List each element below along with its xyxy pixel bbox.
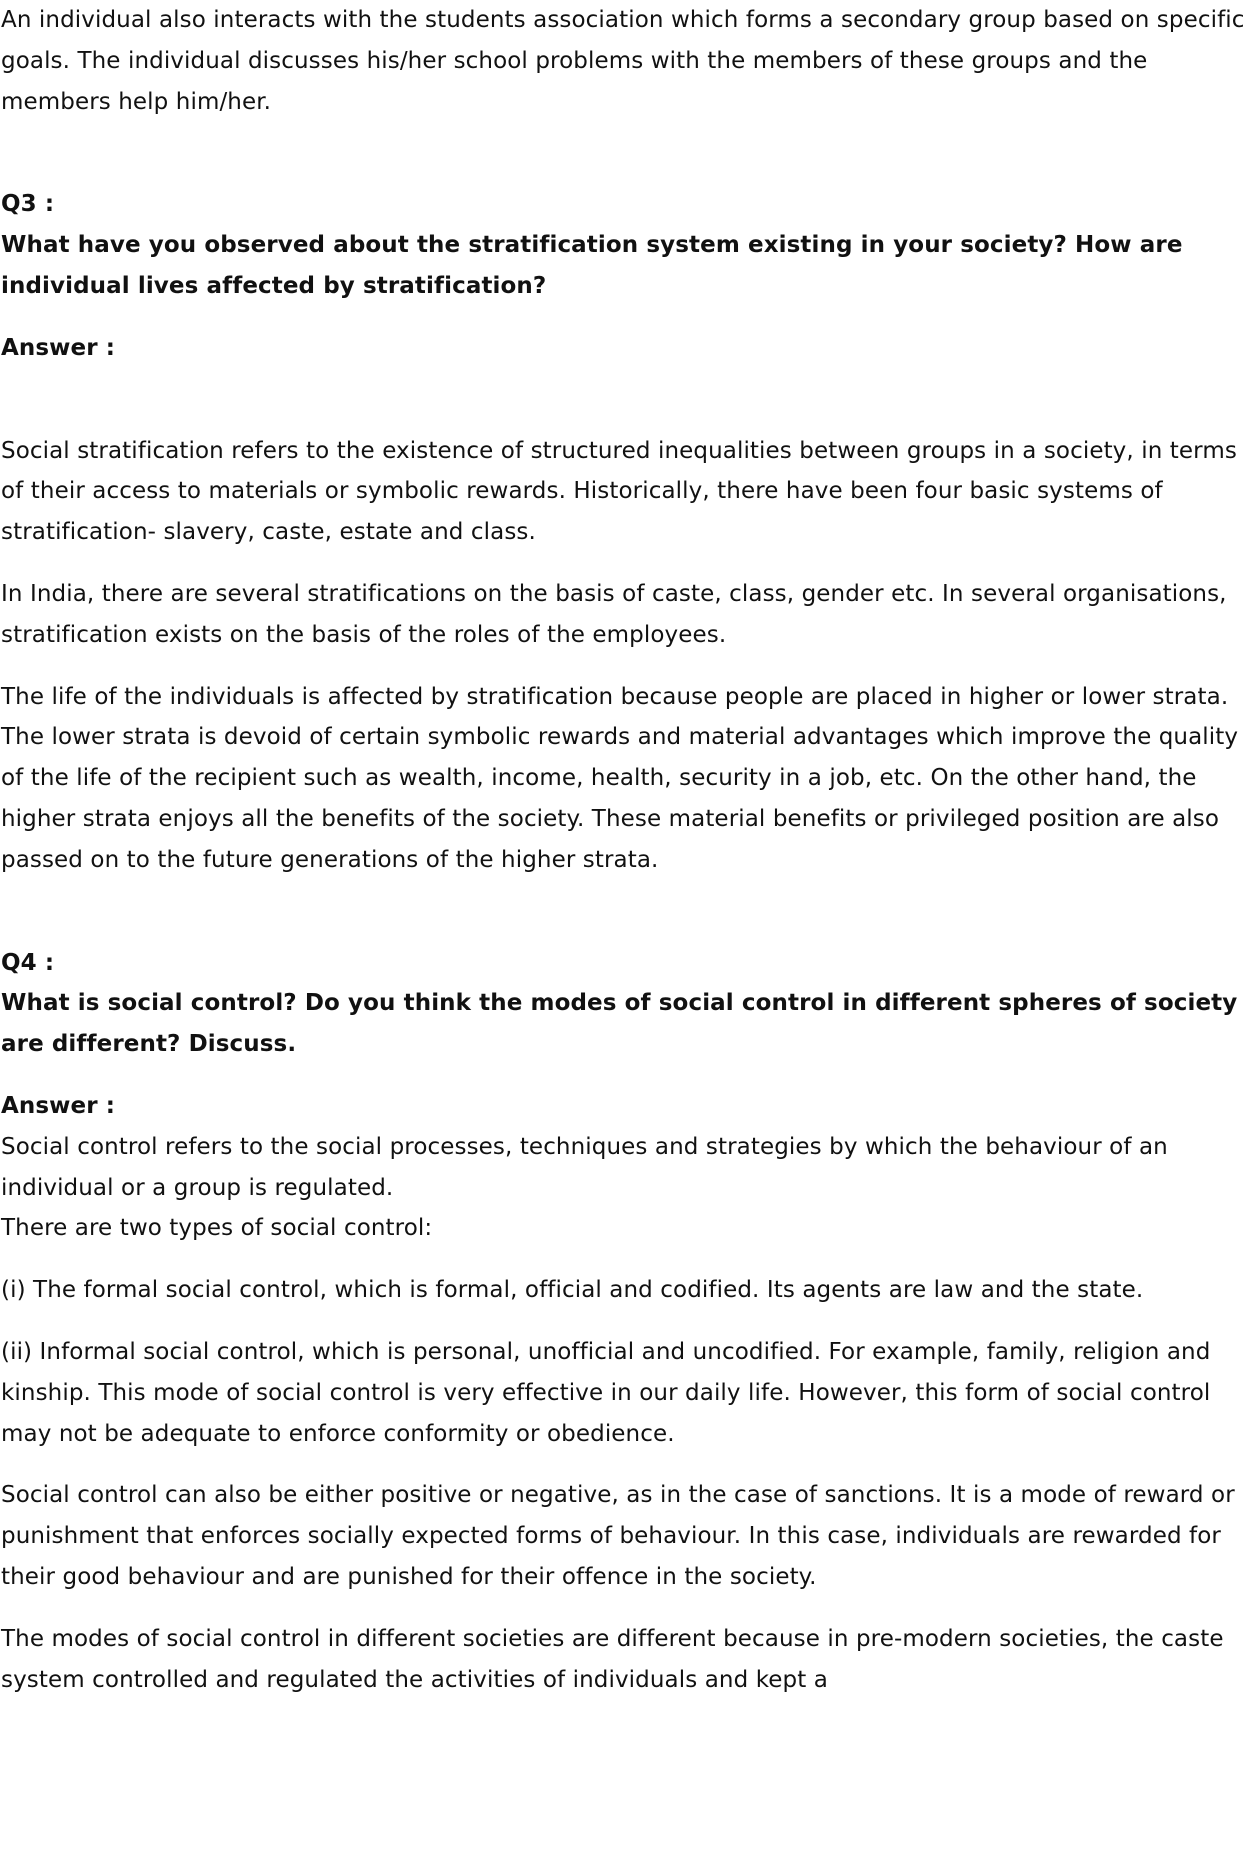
q3-paragraph-1: Social stratification refers to the existence of structured inequalities between groups in a society, in terms of their access to materials or symbolic rewards. Historically, there have been four basic systems of stratification- slavery, caste, estate and class. <box>1 437 1237 546</box>
q3-label: Q3 : <box>1 191 55 218</box>
spacer <box>1 307 1245 328</box>
q4-definition: Social control refers to the social processes, techniques and strategies by which the behaviour of an individual or a group is regulated. <box>1 1133 1168 1201</box>
q4-label: Q4 : <box>1 949 55 976</box>
spacer <box>1 553 1245 574</box>
q4-types-intro: There are two types of social control: <box>1 1215 433 1242</box>
spacer <box>1 1065 1245 1086</box>
q4-type-informal: (ii) Informal social control, which is personal, unofficial and uncodified. For example, family, religion and kinship. This mode of social control is very effective in our daily life. However, this form of social control may not be adequate to enforce conformity or obedience. <box>1 1338 1211 1447</box>
q4-question: What is social control? Do you think the modes of social control in different spheres of society are different? Discuss. <box>1 990 1238 1058</box>
q3-answer-label: Answer : <box>1 334 116 361</box>
q4-paragraph-sanctions: Social control can also be either positive or negative, as in the case of sanctions. It is a mode of reward or punishment that enforces socially expected forms of behaviour. In this case, individuals are rewarded for their good behaviour and are punished for their offence in the society. <box>1 1482 1235 1590</box>
q3-paragraph-3: The life of the individuals is affected by stratification because people are placed in higher or lower strata. The lower strata is devoid of certain symbolic rewards and material advantages which improve the quality of the life of the recipient such as wealth, income, health, security in a job, etc. On the other hand, the higher strata enjoys all the benefits of the society. These material benefits or privileged position are also passed on to the future generations of the higher strata. <box>1 683 1239 873</box>
spacer <box>1 1598 1245 1619</box>
q4-type-formal: (i) The formal social control, which is formal, official and codified. Its agents are law and the state. <box>1 1277 1144 1304</box>
intro-paragraph: An individual also interacts with the students association which forms a secondary group based on specific goals. The individual discusses his/her school problems with the members of these groups and the members help him/her. <box>1 7 1245 115</box>
spacer <box>1 881 1245 943</box>
spacer <box>1 369 1245 431</box>
q4-answer-label: Answer : <box>1 1092 116 1119</box>
spacer <box>1 1249 1245 1270</box>
spacer <box>1 656 1245 677</box>
spacer <box>1 1454 1245 1475</box>
q3-paragraph-2: In India, there are several stratifications on the basis of caste, class, gender etc. In several organisations, stratification exists on the basis of the roles of the employees. <box>1 580 1227 648</box>
q4-paragraph-modes: The modes of social control in different societies are different because in pre-modern societies, the caste system controlled and regulated the activities of individuals and kept a <box>1 1625 1224 1693</box>
q3-question: What have you observed about the stratification system existing in your society? How are individual lives affected by stratification? <box>1 232 1183 299</box>
spacer <box>1 1311 1245 1332</box>
spacer <box>1 122 1245 184</box>
